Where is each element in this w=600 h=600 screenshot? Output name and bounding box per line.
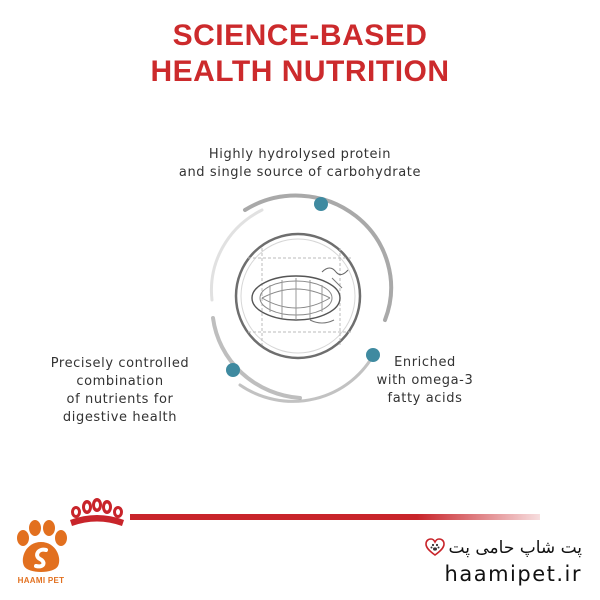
shop-name: پت شاپ حامی پت [448,538,582,558]
dot-left [226,363,240,377]
shop-url[interactable]: haamipet.ir [444,562,582,586]
benefit-protein-line-2: and single source of carbohydrate [178,165,422,180]
benefit-digestive-line-2: combination [76,374,164,389]
logo-text: HAAMI PET [17,576,65,585]
benefit-digestive-line-1: Precisely controlled [50,356,190,371]
royal-canin-crown-icon [66,498,128,528]
kibble-sketch-icon [248,248,352,345]
heart-paw-icon [425,538,445,556]
paw-logo-icon [10,520,72,576]
headline-line-2: HEALTH NUTRITION [150,55,450,88]
headline-line-1: SCIENCE-BASED [172,19,428,52]
benefit-protein-line-1: Highly hydrolysed protein [208,147,392,162]
benefit-omega-line-3: fatty acids [387,391,463,406]
benefit-omega-line-2: with omega-3 [376,373,474,388]
benefit-omega-line-1: Enriched [394,355,456,370]
dot-right [366,348,380,362]
arc-bottom-right [240,352,375,401]
dot-top [314,197,328,211]
benefit-digestive-line-4: digestive health [62,410,178,425]
benefit-digestive-line-3: of nutrients for [66,392,174,407]
inner-ring [236,234,360,358]
red-divider [130,514,540,520]
